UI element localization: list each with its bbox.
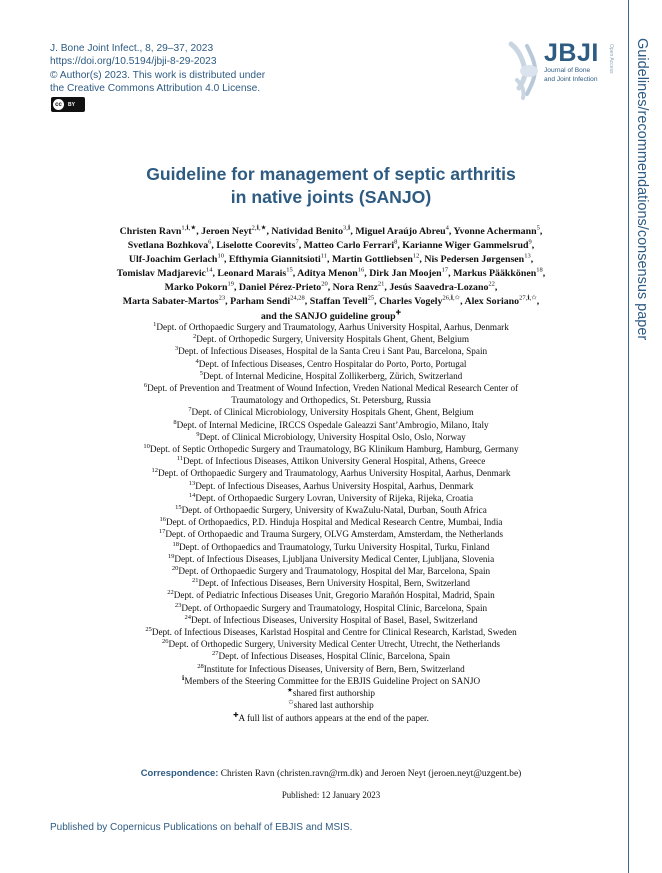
logo-line-2: and Joint Infection — [544, 76, 598, 83]
journal-citation: J. Bone Joint Infect., 8, 29–37, 2023 — [50, 43, 214, 54]
affiliation-item — [50, 650, 612, 662]
affiliation-text: Dept. of Pediatric Infectious Diseases Unit, Gregorio Marañón Hospital, Madrid, Spain — [173, 590, 495, 601]
separator: , — [233, 282, 239, 294]
author-name: Matteo Carlo Ferrari — [303, 240, 395, 252]
author-affiliation-marker: 19 — [227, 281, 234, 289]
affiliation-item — [50, 321, 612, 333]
author-name: Efthymia Giannitsioti — [228, 254, 321, 266]
affiliation-marker: 17 — [158, 528, 166, 536]
separator: , — [530, 254, 534, 266]
affiliation-text: Dept. of Orthopaedic Surgery and Traumatology, Hospital del Mar, Barcelona, Spain — [178, 566, 491, 577]
separator: , — [350, 226, 356, 237]
author-name: Yvonne Achermann — [453, 226, 537, 237]
separator: , — [225, 296, 231, 308]
affiliation-text: Dept. of Orthopaedic Surgery and Traumatology, Hospital Clínic, Barcelona, Spain — [181, 602, 488, 613]
affiliation-item — [50, 455, 612, 467]
title-line-2: in native joints (SANJO) — [230, 187, 432, 207]
affiliation-item — [50, 480, 612, 492]
affiliation-marker: 13 — [188, 479, 196, 487]
separator: , — [298, 240, 304, 252]
affiliation-marker: 4 — [195, 357, 199, 365]
author-affiliation-marker: 24,28 — [290, 295, 305, 303]
separator: , — [327, 282, 333, 294]
author-name: Jeroen Neyt — [201, 226, 252, 237]
separator: , — [292, 268, 298, 280]
author-affiliation-marker: 12 — [412, 252, 420, 260]
author-affiliation-marker: 9 — [528, 238, 532, 246]
correspondence-label: Correspondence: — [140, 767, 219, 778]
author-affiliation-marker: 5 — [536, 224, 540, 232]
affiliation-marker: 5 — [199, 369, 203, 377]
affiliation-marker: 23 — [174, 601, 182, 609]
affiliation-item — [50, 712, 612, 724]
author-affiliation-marker: 20 — [321, 281, 328, 289]
affiliation-marker: 22 — [167, 589, 174, 597]
separator: , — [327, 254, 332, 266]
affiliation-item — [50, 345, 612, 357]
affiliation-marker: 16 — [159, 516, 166, 524]
author-affiliation-marker: 22 — [488, 281, 495, 289]
author-affiliation-marker: 8 — [394, 238, 398, 246]
author-affiliation-marker: 16 — [357, 266, 365, 274]
author-affiliation-marker: 1,ℹ,★ — [181, 224, 197, 232]
separator: , — [397, 240, 403, 252]
affiliation-item — [50, 431, 612, 443]
affiliation-marker: 27 — [212, 650, 219, 658]
affiliation-marker: ℹ — [181, 674, 185, 682]
affiliation-list — [50, 321, 612, 724]
affiliation-marker: 2 — [192, 333, 197, 341]
affiliation-marker: 3 — [174, 345, 179, 353]
affiliation-marker: ★ — [287, 687, 293, 695]
author-name: Svetlana Bozhkova — [127, 240, 209, 252]
affiliation-marker: 6 — [143, 381, 148, 389]
author-name: Martin Gottliebsen — [331, 254, 413, 266]
author-affiliation-marker: 26,ℹ,✩ — [442, 295, 461, 303]
separator: , — [460, 296, 465, 308]
correspondence-text[interactable]: Christen Ravn (christen.ravn@rm.dk) and Jeroen Neyt (jeroen.neyt@uzgent.be) — [220, 769, 522, 779]
affiliation-text: Dept. of Prevention and Treatment of Wound Infection, Vreden National Medical Research Center of — [147, 383, 519, 394]
author-list — [50, 225, 612, 324]
author-line — [50, 253, 612, 267]
separator: , — [211, 240, 217, 252]
author-affiliation-marker: 27,ℹ,✩ — [519, 295, 537, 303]
affiliation-text: Dept. of Orthopedic Surgery, University Hospitals Ghent, Ghent, Belgium — [196, 334, 470, 345]
open-access-label: Open Access — [608, 44, 614, 74]
affiliation-item — [50, 553, 612, 565]
logo-line-1: Journal of Bone — [544, 67, 591, 74]
affiliation-marker: 10 — [143, 442, 150, 450]
separator: , — [266, 226, 272, 237]
affiliation-item — [50, 699, 612, 711]
affiliation-text: Dept. of Infectious Diseases, Karlstad Hospital and Centre for Clinical Research, Karlstad, Sweden — [151, 627, 517, 638]
affiliation-text: Dept. of Orthopaedics and Traumatology, Turku University Hospital, Turku, Finland — [178, 541, 490, 552]
affiliation-item — [50, 528, 612, 540]
published-date: Published: 12 January 2023 — [281, 790, 381, 800]
affiliation-text: Dept. of Orthopaedics, P.D. Hinduja Hospital and Medical Research Centre, Mumbai, India — [165, 517, 503, 528]
separator: , — [531, 240, 535, 252]
separator: , — [419, 254, 425, 266]
affiliation-marker: 7 — [188, 406, 192, 414]
affiliation-text: Dept. of Clinical Microbiology, University Hospital Oslo, Oslo, Norway — [199, 431, 466, 442]
affiliation-text: Dept. of Infectious Diseases, Hospital de la Santa Creu i Sant Pau, Barcelona, Spain — [178, 346, 488, 357]
author-affiliation-marker: 4 — [445, 224, 449, 232]
affiliation-text: Dept. of Infectious Diseases, Attikon University General Hospital, Athens, Greece — [182, 456, 486, 467]
affiliation-text-continued: Traumatology and Orthopedics, St. Petersburg, Russia — [231, 395, 431, 406]
affiliation-item — [50, 443, 612, 455]
affiliation-marker: 25 — [145, 626, 152, 634]
affiliation-item — [50, 589, 612, 601]
affiliation-marker: 19 — [167, 552, 175, 560]
affiliation-marker: 12 — [151, 467, 159, 475]
author-name: Marko Pokorn — [164, 282, 228, 294]
affiliation-marker: ✚ — [233, 711, 239, 719]
affiliation-item — [50, 663, 612, 675]
affiliation-text: Institute for Infectious Diseases, University of Bern, Bern, Switzerland — [203, 663, 465, 674]
author-affiliation-marker: 7 — [295, 238, 299, 246]
author-affiliation-marker: 25 — [367, 295, 375, 303]
affiliation-item — [50, 602, 612, 614]
affiliation-marker: 18 — [172, 540, 179, 548]
author-name: Markus Pääkkönen — [453, 268, 537, 280]
author-affiliation-marker: ✚ — [395, 309, 402, 317]
affiliation-text: Dept. of Orthopaedic Surgery and Traumatology, Aarhus University Hospital, Aarhus, Denmark — [156, 322, 509, 332]
author-name: Natividad Benito — [271, 226, 344, 237]
author-name: Nora Renz — [332, 282, 378, 294]
separator: , — [539, 226, 543, 237]
affiliation-item — [50, 614, 612, 626]
affiliation-marker: 28 — [197, 662, 204, 670]
publisher-footer[interactable]: Published by Copernicus Publications on behalf of EBJIS and MSIS. — [50, 822, 353, 833]
affiliation-item — [50, 626, 612, 638]
affiliation-marker: 15 — [175, 503, 182, 511]
author-name: Marta Sabater-Martos — [122, 296, 219, 308]
separator: , — [448, 226, 454, 237]
author-name: Christen Ravn — [119, 226, 182, 237]
author-name: Leonard Marais — [217, 268, 287, 280]
separator: , — [223, 254, 229, 266]
author-name: Daniel Pérez-Prieto — [238, 282, 322, 294]
affiliation-item — [50, 504, 612, 516]
affiliation-marker: 21 — [192, 577, 199, 585]
separator: , — [448, 268, 454, 280]
affiliation-text: Dept. of Infectious Diseases, Aarhus University Hospital, Aarhus, Denmark — [195, 480, 474, 491]
author-affiliation-marker: 3,ℹ — [343, 224, 351, 232]
separator: , — [196, 226, 202, 237]
cc-icon: cc — [53, 99, 64, 110]
affiliation-text: Dept. of Infectious Diseases, University Hospital of Basel, Basel, Switzerland — [190, 614, 478, 625]
separator: , — [384, 282, 390, 294]
affiliation-item — [50, 687, 612, 699]
affiliation-text: Dept. of Infectious Diseases, Hospital Clínic, Barcelona, Spain — [218, 651, 450, 662]
affiliation-text: Dept. of Orthopaedic and Trauma Surgery, OLVG Amsterdam, Amsterdam, the Netherlands — [165, 529, 504, 540]
affiliation-item — [50, 541, 612, 553]
affiliation-item — [50, 467, 612, 479]
affiliation-text: Dept. of Septic Orthopedic Surgery and Traumatology, BG Klinikum Hamburg, Hamburg, Germany — [149, 444, 519, 455]
author-affiliation-marker: 14 — [205, 266, 213, 274]
affiliation-item — [50, 516, 612, 528]
affiliation-text: Dept. of Internal Medicine, Hospital Zollikerberg, Zürich, Switzerland — [202, 370, 463, 381]
affiliation-text: shared first authorship — [292, 688, 375, 699]
author-line — [50, 225, 612, 239]
affiliation-text: Dept. of Orthopaedic Surgery, University of KwaZulu-Natal, Durban, South Africa — [181, 505, 487, 516]
affiliation-item — [50, 333, 612, 345]
affiliation-item — [50, 419, 612, 431]
affiliation-text: Dept. of Infectious Diseases, Ljubljana University Medical Center, Ljubljana, Slovenia — [174, 553, 495, 564]
affiliation-marker: 14 — [188, 491, 196, 499]
affiliation-item — [50, 492, 612, 504]
author-name: Jesús Saavedra-Lozano — [389, 282, 489, 294]
affiliation-text: Dept. of Orthopedic Surgery, University Medical Center Utrecht, Utrecht, the Netherlands — [168, 639, 500, 650]
author-affiliation-marker: 18 — [536, 266, 543, 274]
author-name: Parham Sendi — [230, 296, 291, 308]
journal-logo — [544, 40, 599, 84]
separator: , — [212, 268, 218, 280]
correspondence — [50, 767, 612, 779]
author-name: Staffan Tevell — [309, 296, 368, 308]
license-text: © Author(s) 2023. This work is distributed under — [50, 69, 266, 81]
cc-by-label: BY — [68, 101, 75, 108]
separator: , — [304, 296, 310, 308]
affiliation-item — [50, 370, 612, 382]
author-name: Alex Soriano — [464, 296, 520, 308]
author-name: Liselotte Coorevits — [216, 240, 296, 252]
author-line — [50, 267, 612, 281]
author-name: Nis Pedersen Jørgensen — [424, 254, 525, 266]
affiliation-text: Members of the Steering Committee for the EBJIS Guideline Project on SANJO — [184, 675, 481, 686]
separator: , — [494, 282, 498, 294]
affiliation-marker: 11 — [176, 455, 183, 463]
author-name: Charles Vogely — [379, 296, 443, 308]
author-line — [50, 281, 612, 295]
title-line-1: Guideline for management of septic arthritis — [146, 164, 516, 184]
author-affiliation-marker: 6 — [208, 238, 212, 246]
affiliation-item — [50, 406, 612, 418]
separator: , — [364, 268, 370, 280]
affiliation-text: Dept. of Clinical Microbiology, University Hospitals Ghent, Ghent, Belgium — [191, 407, 474, 418]
affiliation-text: Dept. of Orthopaedic Surgery Lovran, University of Rijeka, Rijeka, Croatia — [195, 492, 474, 503]
affiliation-item — [50, 358, 612, 370]
author-affiliation-marker: 11 — [320, 252, 328, 260]
affiliation-text: A full list of authors appears at the end of the paper. — [238, 712, 429, 723]
author-name: Karianne Wiger Gammelsrud — [402, 240, 529, 252]
author-affiliation-marker: 23 — [218, 295, 226, 303]
author-affiliation-marker: 13 — [524, 252, 531, 260]
separator: , — [536, 296, 540, 308]
affiliation-text: Dept. of Infectious Diseases, Bern University Hospital, Bern, Switzerland — [198, 578, 470, 589]
article-type: Guidelines/recommendations/consensus paper — [634, 38, 650, 341]
author-name: Tomislav Madjarevic — [116, 268, 206, 280]
author-name: Miguel Araújo Abreu — [355, 226, 446, 237]
affiliation-item — [50, 382, 612, 394]
author-affiliation-marker: 17 — [441, 266, 449, 274]
author-affiliation-marker: 15 — [286, 266, 293, 274]
affiliation-item — [50, 675, 612, 687]
affiliation-marker: 1 — [153, 320, 157, 328]
separator: , — [542, 268, 546, 280]
author-name: Ulf-Joachim Gerlach — [128, 254, 218, 266]
author-affiliation-marker: 2,ℹ,★ — [251, 224, 267, 232]
affiliation-marker: 9 — [196, 430, 200, 438]
journal-meta — [50, 42, 350, 96]
author-name: and the SANJO guideline group — [260, 310, 396, 322]
license-text-2[interactable]: the Creative Commons Attribution 4.0 License. — [50, 83, 261, 95]
doi-link[interactable]: https://doi.org/10.5194/jbji-8-29-2023 — [50, 56, 217, 68]
affiliation-text: Dept. of Internal Medicine, IRCCS Ospedale Galeazzi Sant’Ambrogio, Milano, Italy — [176, 419, 489, 430]
affiliation-marker: 8 — [173, 418, 177, 426]
affiliation-marker: ✩ — [288, 699, 294, 707]
affiliation-text: Dept. of Orthopaedic Surgery and Traumatology, Aarhus University Hospital, Aarhus, Denmark — [158, 468, 511, 479]
author-name: Aditya Menon — [297, 268, 358, 280]
author-affiliation-marker: 10 — [217, 252, 224, 260]
affiliation-text: shared last authorship — [293, 700, 374, 711]
affiliation-marker: 24 — [184, 613, 191, 621]
cc-by-badge[interactable] — [51, 97, 85, 112]
affiliation-item — [50, 638, 612, 650]
logo-abbreviation: JBJI — [544, 39, 599, 67]
affiliation-marker: 26 — [162, 638, 169, 646]
separator: , — [374, 296, 380, 308]
affiliation-marker: 20 — [171, 565, 179, 572]
author-name: Dirk Jan Moojen — [369, 268, 442, 280]
paper-title — [50, 163, 612, 209]
affiliation-item — [50, 565, 612, 577]
author-line — [50, 295, 612, 309]
affiliation-text: Dept. of Infectious Diseases, Centro Hospitalar do Porto, Porto, Portugal — [198, 358, 467, 369]
author-line — [50, 239, 612, 253]
affiliation-item — [50, 577, 612, 589]
side-rule — [628, 0, 629, 873]
author-affiliation-marker: 21 — [377, 281, 385, 289]
